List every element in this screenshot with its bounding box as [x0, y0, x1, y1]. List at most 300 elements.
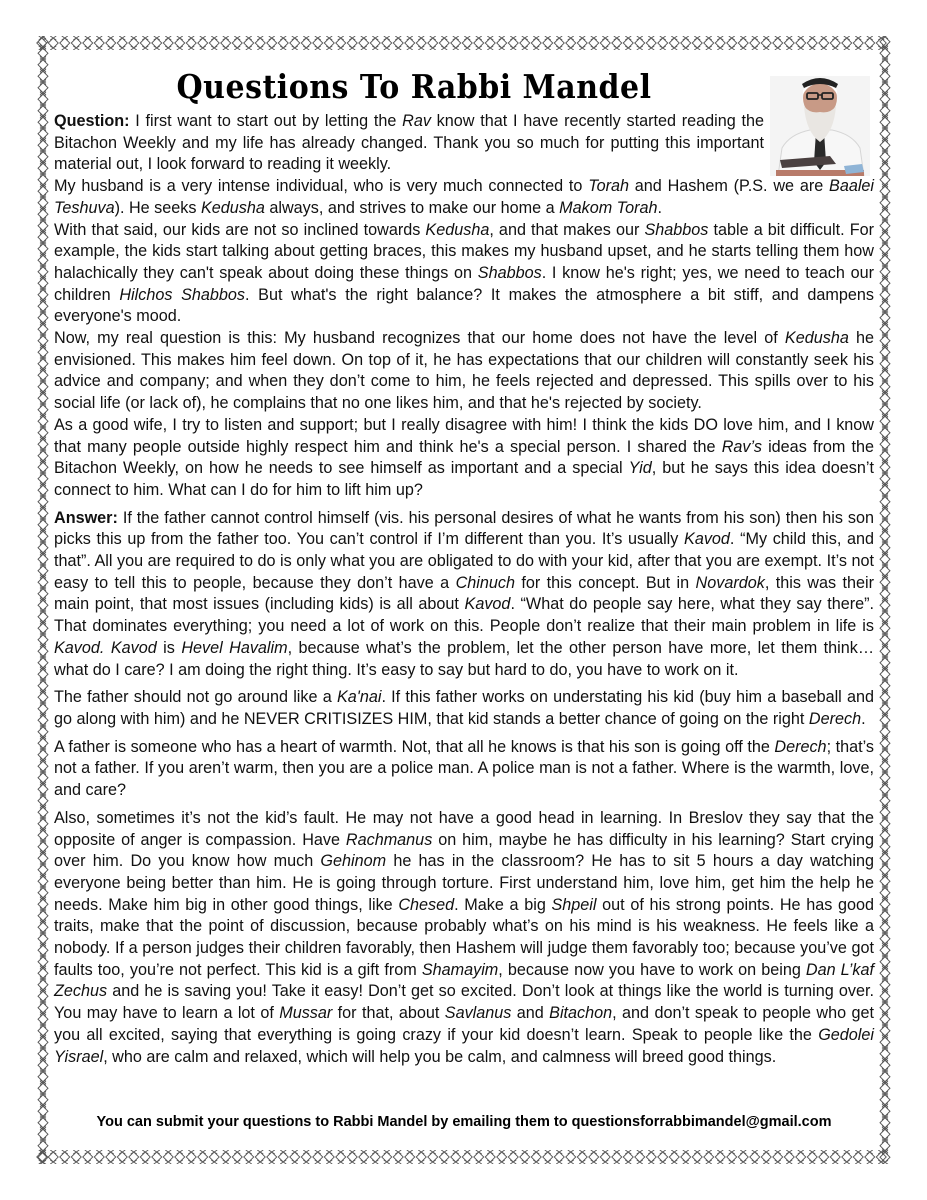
border-stitch: [38, 541, 48, 555]
border-stitch: [880, 702, 890, 716]
border-stitch: [129, 36, 139, 50]
border-stitch: [880, 656, 890, 670]
border-stitch: [880, 391, 890, 405]
italic-term: Ka'nai: [336, 688, 382, 707]
border-stitch: [669, 1150, 679, 1164]
border-stitch: [880, 414, 890, 428]
italic-term: Shabbos: [477, 263, 542, 282]
border-stitch: [474, 36, 484, 50]
question-paragraph: My husband is a very intense individual, who is very much connected to Torah and Hashem (P.S. we are Baalei Teshuva). He seeks Kedusha always, and strives to make our home a Makom Torah.: [54, 177, 875, 217]
border-stitch: [865, 1150, 875, 1164]
border-stitch: [439, 36, 449, 50]
border-stitch: [577, 1150, 587, 1164]
border-stitch: [880, 966, 890, 980]
border-stitch: [198, 36, 208, 50]
border-stitch: [880, 311, 890, 325]
border-stitch: [140, 36, 150, 50]
border-stitch: [880, 288, 890, 302]
border-pattern: [36, 1150, 892, 1164]
border-stitch: [244, 1150, 254, 1164]
border-stitch: [880, 299, 890, 313]
border-stitch: [38, 426, 48, 440]
border-stitch: [428, 1150, 438, 1164]
border-stitch: [880, 897, 890, 911]
border-stitch: [38, 81, 48, 95]
border-stitch: [38, 334, 48, 348]
border-stitch: [38, 311, 48, 325]
border-stitch: [38, 978, 48, 992]
border-stitch: [38, 989, 48, 1003]
border-stitch: [880, 150, 890, 164]
decorative-border-left: [36, 36, 50, 1164]
border-stitch: [880, 771, 890, 785]
italic-term: Kavod. Kavod: [54, 638, 157, 657]
border-stitch: [38, 794, 48, 808]
border-stitch: [819, 36, 829, 50]
border-stitch: [38, 598, 48, 612]
border-stitch: [830, 36, 840, 50]
border-stitch: [589, 36, 599, 50]
border-stitch: [38, 242, 48, 256]
border-stitch: [880, 529, 890, 543]
border-stitch: [880, 782, 890, 796]
border-stitch: [880, 161, 890, 175]
border-stitch: [750, 1150, 760, 1164]
italic-term: Yid: [628, 459, 652, 478]
border-stitch: [880, 495, 890, 509]
border-stitch: [38, 322, 48, 336]
border-stitch: [880, 1001, 890, 1015]
border-stitch: [880, 1070, 890, 1084]
border-stitch: [38, 610, 48, 624]
border-stitch: [347, 36, 357, 50]
border-stitch: [38, 58, 48, 72]
border-stitch: [761, 36, 771, 50]
border-stitch: [497, 36, 507, 50]
border-stitch: [727, 1150, 737, 1164]
border-stitch: [880, 1024, 890, 1038]
question-paragraph: Now, my real question is this: My husband recognizes that our home does not have the level of Kedusha he envisioned. This makes him feel down. On top of it, he has expectations that our children will constantly seek his advice and company; and when they don’t come to him, he feels rejected and depressed. This spills over to his social life (or lack of), he complains that no one likes him, and that he's rejected by society.: [54, 329, 874, 413]
question-paragraph: Question: I first want to start out by letting the Rav know that I have recently started reading the Bitachon Weekly and my life has already changed. Thank you so much for putting this important material out, I look forward to reading it weekly.: [54, 112, 764, 174]
border-stitch: [880, 115, 890, 129]
border-stitch: [38, 575, 48, 589]
border-stitch: [880, 253, 890, 267]
border-stitch: [38, 771, 48, 785]
border-stitch: [38, 943, 48, 957]
italic-term: Shabbos: [644, 220, 709, 239]
border-stitch: [209, 1150, 219, 1164]
border-stitch: [880, 1104, 890, 1118]
italic-term: Dan L’kaf Zechus: [54, 960, 874, 1001]
border-stitch: [38, 518, 48, 532]
border-stitch: [38, 736, 48, 750]
border-stitch: [669, 36, 679, 50]
border-stitch: [278, 1150, 288, 1164]
border-stitch: [880, 334, 890, 348]
border-stitch: [865, 36, 875, 50]
border-stitch: [485, 36, 495, 50]
border-stitch: [336, 1150, 346, 1164]
answer-label: Answer:: [54, 508, 118, 527]
border-stitch: [880, 1081, 890, 1095]
border-stitch: [880, 874, 890, 888]
border-stitch: [880, 230, 890, 244]
border-stitch: [38, 529, 48, 543]
border-stitch: [773, 36, 783, 50]
border-stitch: [38, 36, 48, 49]
page-frame: [36, 36, 892, 1164]
border-stitch: [38, 1024, 48, 1038]
border-stitch: [880, 978, 890, 992]
border-stitch: [880, 219, 890, 233]
border-stitch: [880, 598, 890, 612]
border-stitch: [880, 322, 890, 336]
border-stitch: [38, 552, 48, 566]
border-stitch: [301, 1150, 311, 1164]
border-stitch: [692, 1150, 702, 1164]
border-stitch: [543, 1150, 553, 1164]
border-stitch: [880, 863, 890, 877]
border-stitch: [681, 1150, 691, 1164]
italic-term: Bitachon: [549, 1004, 613, 1023]
border-stitch: [221, 1150, 231, 1164]
border-stitch: [38, 380, 48, 394]
border-stitch: [38, 725, 48, 739]
border-stitch: [359, 1150, 369, 1164]
decorative-border-right: [878, 36, 892, 1164]
border-stitch: [612, 1150, 622, 1164]
border-stitch: [715, 36, 725, 50]
border-stitch: [38, 748, 48, 762]
border-stitch: [880, 127, 890, 141]
border-stitch: [38, 713, 48, 727]
border-stitch: [232, 36, 242, 50]
border-stitch: [880, 1139, 890, 1153]
border-stitch: [38, 564, 48, 578]
border-stitch: [83, 36, 93, 50]
border-stitch: [853, 36, 863, 50]
border-stitch: [704, 36, 714, 50]
question-section: [54, 111, 874, 502]
border-stitch: [577, 36, 587, 50]
border-stitch: [880, 690, 890, 704]
border-stitch: [370, 36, 380, 50]
border-stitch: [38, 863, 48, 877]
border-stitch: [880, 1127, 890, 1141]
border-stitch: [796, 1150, 806, 1164]
border-stitch: [750, 36, 760, 50]
border-stitch: [38, 403, 48, 417]
border-stitch: [880, 736, 890, 750]
border-stitch: [83, 1150, 93, 1164]
border-stitch: [520, 36, 530, 50]
border-stitch: [60, 1150, 70, 1164]
border-stitch: [880, 1116, 890, 1130]
border-stitch: [301, 36, 311, 50]
border-stitch: [623, 36, 633, 50]
border-stitch: [38, 138, 48, 152]
border-stitch: [267, 1150, 277, 1164]
italic-term: Mussar: [279, 1004, 333, 1023]
border-stitch: [880, 1093, 890, 1107]
border-stitch: [880, 276, 890, 290]
italic-term: Shamayim: [421, 960, 499, 979]
border-stitch: [382, 1150, 392, 1164]
border-stitch: [880, 265, 890, 279]
border-stitch: [880, 587, 890, 601]
italic-term: Hevel Havalim: [181, 638, 288, 657]
border-stitch: [784, 1150, 794, 1164]
border-stitch: [186, 36, 196, 50]
italic-term: Rav’s: [721, 437, 762, 456]
border-stitch: [38, 1070, 48, 1084]
border-stitch: [880, 483, 890, 497]
border-stitch: [38, 587, 48, 601]
border-stitch: [880, 989, 890, 1003]
border-stitch: [405, 1150, 415, 1164]
border-stitch: [880, 207, 890, 221]
italic-term: Chesed: [398, 895, 455, 914]
border-stitch: [428, 36, 438, 50]
border-stitch: [163, 1150, 173, 1164]
border-stitch: [880, 449, 890, 463]
border-stitch: [566, 36, 576, 50]
border-stitch: [94, 1150, 104, 1164]
border-stitch: [255, 1150, 265, 1164]
border-stitch: [38, 886, 48, 900]
italic-term: Kavod: [464, 595, 511, 614]
italic-term: Rachmanus: [345, 830, 433, 849]
border-stitch: [880, 69, 890, 83]
border-stitch: [880, 1012, 890, 1026]
border-stitch: [880, 633, 890, 647]
border-stitch: [880, 955, 890, 969]
border-stitch: [773, 1150, 783, 1164]
border-stitch: [880, 644, 890, 658]
border-stitch: [635, 36, 645, 50]
italic-term: Derech: [774, 737, 827, 756]
border-stitch: [880, 472, 890, 486]
border-stitch: [531, 36, 541, 50]
border-stitch: [880, 886, 890, 900]
border-stitch: [38, 196, 48, 210]
border-stitch: [880, 357, 890, 371]
border-stitch: [554, 1150, 564, 1164]
decorative-border-bottom: [36, 1150, 892, 1164]
border-stitch: [38, 1012, 48, 1026]
border-stitch: [880, 828, 890, 842]
border-stitch: [38, 679, 48, 693]
email-link[interactable]: questionsforrabbimandel@gmail.com: [571, 1114, 832, 1130]
border-stitch: [416, 36, 426, 50]
border-stitch: [38, 874, 48, 888]
border-stitch: [336, 36, 346, 50]
border-stitch: [38, 782, 48, 796]
border-stitch: [38, 840, 48, 854]
border-stitch: [313, 36, 323, 50]
border-stitch: [830, 1150, 840, 1164]
border-stitch: [38, 299, 48, 313]
border-stitch: [38, 1047, 48, 1061]
border-stitch: [38, 495, 48, 509]
italic-term: Torah: [588, 177, 629, 196]
italic-term: Gedolei Yisrael: [54, 1025, 874, 1066]
border-stitch: [140, 1150, 150, 1164]
border-stitch: [38, 817, 48, 831]
border-stitch: [382, 36, 392, 50]
border-stitch: [880, 920, 890, 934]
border-stitch: [880, 679, 890, 693]
border-stitch: [508, 1150, 518, 1164]
portrait-image: [770, 76, 870, 176]
border-stitch: [38, 391, 48, 405]
border-stitch: [38, 414, 48, 428]
border-stitch: [38, 127, 48, 141]
italic-term: Chinuch: [455, 573, 515, 592]
italic-term: Derech: [808, 709, 862, 728]
border-stitch: [38, 805, 48, 819]
italic-term: Hilchos Shabbos: [119, 285, 246, 304]
border-stitch: [612, 36, 622, 50]
border-stitch: [880, 713, 890, 727]
border-stitch: [566, 1150, 576, 1164]
border-stitch: [880, 1150, 890, 1164]
border-stitch: [880, 794, 890, 808]
border-stitch: [38, 759, 48, 773]
border-stitch: [347, 1150, 357, 1164]
border-stitch: [439, 1150, 449, 1164]
border-stitch: [232, 1150, 242, 1164]
border-stitch: [880, 92, 890, 106]
border-stitch: [880, 552, 890, 566]
border-stitch: [38, 253, 48, 267]
border-stitch: [819, 1150, 829, 1164]
border-stitch: [209, 36, 219, 50]
border-stitch: [531, 1150, 541, 1164]
border-stitch: [38, 276, 48, 290]
border-stitch: [38, 368, 48, 382]
border-stitch: [38, 104, 48, 118]
border-stitch: [38, 966, 48, 980]
border-stitch: [880, 909, 890, 923]
answer-paragraph: The father should not go around like a Ka'nai. If this father works on understating his kid (buy him a baseball and go along with him) and he NEVER CRITISIZES HIM, that kid stands a better chance of going on the right Derech.: [54, 688, 875, 728]
border-stitch: [106, 36, 116, 50]
border-stitch: [880, 541, 890, 555]
border-stitch: [221, 36, 231, 50]
border-stitch: [38, 115, 48, 129]
border-stitch: [38, 1104, 48, 1118]
border-stitch: [38, 1035, 48, 1049]
border-stitch: [646, 1150, 656, 1164]
border-stitch: [880, 840, 890, 854]
border-stitch: [880, 58, 890, 72]
border-stitch: [497, 1150, 507, 1164]
border-stitch: [880, 345, 890, 359]
border-stitch: [727, 36, 737, 50]
border-stitch: [38, 1127, 48, 1141]
border-stitch: [393, 36, 403, 50]
border-stitch: [60, 36, 70, 50]
italic-term: Kedusha: [784, 329, 849, 348]
border-stitch: [38, 828, 48, 842]
border-stitch: [842, 1150, 852, 1164]
border-stitch: [38, 1116, 48, 1130]
border-stitch: [38, 851, 48, 865]
border-stitch: [880, 437, 890, 451]
border-stitch: [152, 1150, 162, 1164]
border-stitch: [880, 1047, 890, 1061]
border-stitch: [38, 656, 48, 670]
border-stitch: [880, 184, 890, 198]
border-stitch: [71, 36, 81, 50]
border-stitch: [880, 851, 890, 865]
border-pattern: [36, 36, 892, 50]
border-stitch: [290, 1150, 300, 1164]
border-stitch: [313, 1150, 323, 1164]
border-stitch: [880, 610, 890, 624]
border-stitch: [393, 1150, 403, 1164]
border-stitch: [880, 518, 890, 532]
border-stitch: [117, 36, 127, 50]
border-stitch: [38, 690, 48, 704]
border-stitch: [600, 1150, 610, 1164]
border-stitch: [38, 219, 48, 233]
border-stitch: [784, 36, 794, 50]
border-pattern: [878, 36, 892, 1164]
border-stitch: [807, 36, 817, 50]
page-title: Questions To Rabbi Mandel: [176, 68, 652, 107]
answer-paragraph: A father is someone who has a heart of warmth. Not, that all he knows is that his son is going off the Derech; that’s not a father. If you aren’t warm, then you are a police man. A police man is not a father. Where is the warmth, love, and care?: [54, 737, 874, 800]
border-stitch: [738, 1150, 748, 1164]
border-stitch: [38, 483, 48, 497]
border-stitch: [38, 265, 48, 279]
border-stitch: [38, 621, 48, 635]
border-stitch: [278, 36, 288, 50]
decorative-border-top: [36, 36, 892, 50]
border-stitch: [38, 702, 48, 716]
border-stitch: [880, 1035, 890, 1049]
border-stitch: [451, 1150, 461, 1164]
border-stitch: [38, 449, 48, 463]
border-stitch: [635, 1150, 645, 1164]
question-paragraph: As a good wife, I try to listen and support; but I really disagree with him! I think the kids DO love him, and I know that many people outside highly respect him and think he's a special person. I shared the Rav’s ideas from the Bitachon Weekly, on how he needs to see himself as important and a special Yid, but he says this idea doesn’t connect to him. What can I do for him to lift him up?: [54, 415, 874, 499]
border-stitch: [405, 36, 415, 50]
question-label: Question:: [54, 112, 130, 130]
border-stitch: [38, 932, 48, 946]
border-stitch: [681, 36, 691, 50]
italic-term: Shpeil: [551, 895, 597, 914]
border-stitch: [880, 36, 890, 49]
answer-paragraph: Also, sometimes it’s not the kid’s fault. He may not have a good head in learning. In Breslov they say that the opposite of anger is compassion. Have Rachmanus on him, maybe he has difficulty in his learning? Start crying over him. Do you know how much Gehinom he has in the classroom? He has to sit 5 hours a day watching everyone being better than him. He is going through torture. First understand him, love him, get him the help he needs. Make him big in other good things, like Chesed. Make a big Shpeil out of his strong points. He has good traits, make that the point of discussion, because probably what’s on his mind is his weakness. He feels like a nobody. If a person judges their children favorably, then Hashem will judge them favorably too; because you’ve got faults too, you’re not perfect. This kid is a gift from Shamayim, because now you have to work on being Dan L’kaf Zechus and he is saving you! Take it easy! Don’t get so excited. Don’t look at things like the world is turning over. You may have to learn a lot of Mussar for that, about Savlanus and Bitachon, and don’t speak to people who get you all excited, saying that everything is going crazy if your kid doesn’t learn. Speak to people like the Gedolei Yisrael, who are calm and relaxed, which will help you be calm, and calmness will breed good things.: [54, 808, 874, 1066]
border-stitch: [38, 288, 48, 302]
border-stitch: [267, 36, 277, 50]
italic-term: Kavod: [684, 530, 730, 549]
border-stitch: [186, 1150, 196, 1164]
border-stitch: [880, 81, 890, 95]
border-stitch: [880, 759, 890, 773]
border-stitch: [38, 1139, 48, 1153]
border-stitch: [738, 36, 748, 50]
border-stitch: [842, 36, 852, 50]
border-stitch: [600, 36, 610, 50]
border-stitch: [175, 1150, 185, 1164]
border-stitch: [462, 1150, 472, 1164]
border-stitch: [94, 36, 104, 50]
border-stitch: [38, 897, 48, 911]
border-stitch: [106, 1150, 116, 1164]
italic-term: Gehinom: [320, 852, 387, 871]
border-stitch: [370, 1150, 380, 1164]
